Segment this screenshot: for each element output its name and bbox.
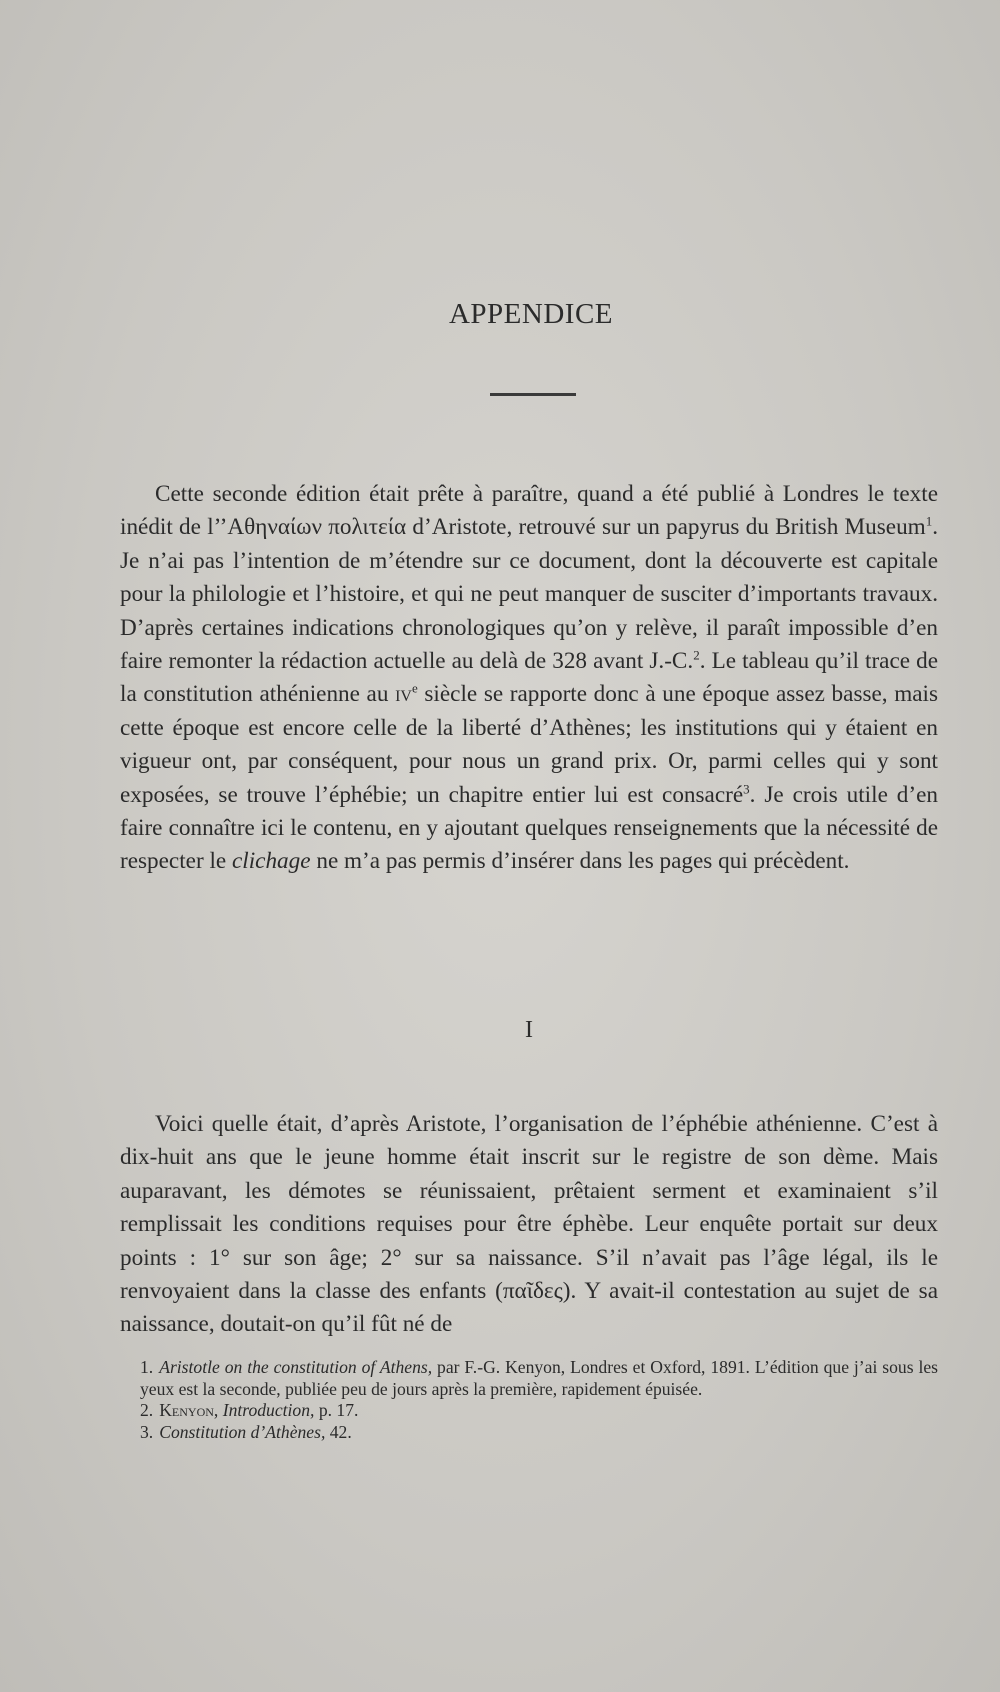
greek-word: παῖδες [502, 1278, 563, 1305]
intro-text-2: d’Aristote, retrouvé sur un papyrus du British Museum [406, 514, 926, 541]
footnote-number: 1. [140, 1357, 154, 1377]
intro-text-6: . Je crois utile d’en faire connaître ici le contenu, en y ajoutant quelques renseignements que la nécessité de respecter le [120, 781, 938, 875]
intro-paragraph-block [120, 478, 938, 879]
section-paragraph-block [120, 1108, 938, 1342]
greek-title: ’Αθηναίων πολιτεία [219, 514, 407, 541]
footnotes [140, 1357, 938, 1443]
title-divider [490, 393, 576, 396]
footnote-italic: Constitution d’Athènes, [159, 1421, 326, 1442]
footnote-number: 2. [140, 1400, 154, 1420]
footnote-3 [140, 1422, 938, 1444]
section-text-1: Voici quelle était, d’après Aristote, l’organisation de l’éphébie athénienne. C’est à dix-huit ans que le jeune homme était inscrit sur le registre de son dème. Mais auparavant, les démotes se réunissaient, prêtaient serment et examinaient s’il remplissait les conditions requises pour être éphèbe. Leur enquête portait sur deux points : 1° sur son âge; 2° sur sa naissance. S’il n’avait pas l’âge légal, ils le renvoyaient dans la classe des enfants ( [120, 1111, 938, 1305]
footnote-ref-1: 1 [925, 513, 933, 529]
intro-text-5: siècle se rapporte donc à une époque assez basse, mais cette époque est encore celle de la liberté d’Athènes; les institutions qui y étaient en vigueur ont, par conséquent, pour nous un grand prix. Or, parmi celles qui y sont exposées, se trouve l’éphébie; un chapitre entier lui est consacré [120, 681, 939, 808]
footnote-text: 42. [325, 1421, 352, 1442]
century-numeral: iv [395, 681, 412, 708]
section-paragraph [120, 1108, 938, 1342]
intro-text-4: . Le tableau qu’il trace de la constitution athénienne au [120, 648, 939, 708]
footnote-italic: Aristotle on the constitution of Athens, [159, 1357, 433, 1377]
footnote-1 [140, 1357, 938, 1400]
intro-text-7: ne m’a pas permis d’insérer dans les pages qui précèdent. [310, 848, 850, 875]
intro-text-1: Cette seconde édition était prête à paraître, quand a été publié à Londres le texte inédit de l’ [120, 481, 938, 541]
page-title: APPENDICE [448, 298, 613, 330]
footnote-ref-2: 2 [693, 647, 700, 663]
footnote-text: par F.-G. Kenyon, Londres et Oxford, 1891. L’édition que j’ai sous les yeux est la seconde, publiée peu de jours après la première, rapidement épuisée. [140, 1357, 938, 1399]
footnote-italic: Introduction, [222, 1400, 315, 1420]
section-number: I [525, 1017, 533, 1043]
footnote-text: p. 17. [314, 1400, 359, 1420]
footnote-2 [140, 1400, 938, 1422]
intro-text-3: . Je n’ai pas l’intention de m’étendre sur ce document, dont la découverte est capitale pour la philologie et l’histoire, et qui ne peut manquer de susciter d’importants travaux. D’après certaines indications chronologiques qu’on y relève, il paraît impossible d’en faire remonter la rédaction actuelle au delà de 328 avant J.-C. [120, 514, 938, 675]
century-suffix: e [411, 680, 418, 696]
intro-paragraph [120, 478, 938, 879]
footnote-number: 3. [140, 1421, 154, 1442]
footnote-ref-3: 3 [743, 780, 750, 796]
italic-clichage: clichage [232, 848, 311, 875]
section-text-2: ). Y avait-il contestation au sujet de sa naissance, doutait-on qu’il fût né de [120, 1278, 938, 1338]
footnote-author: Kenyon, [159, 1400, 219, 1420]
